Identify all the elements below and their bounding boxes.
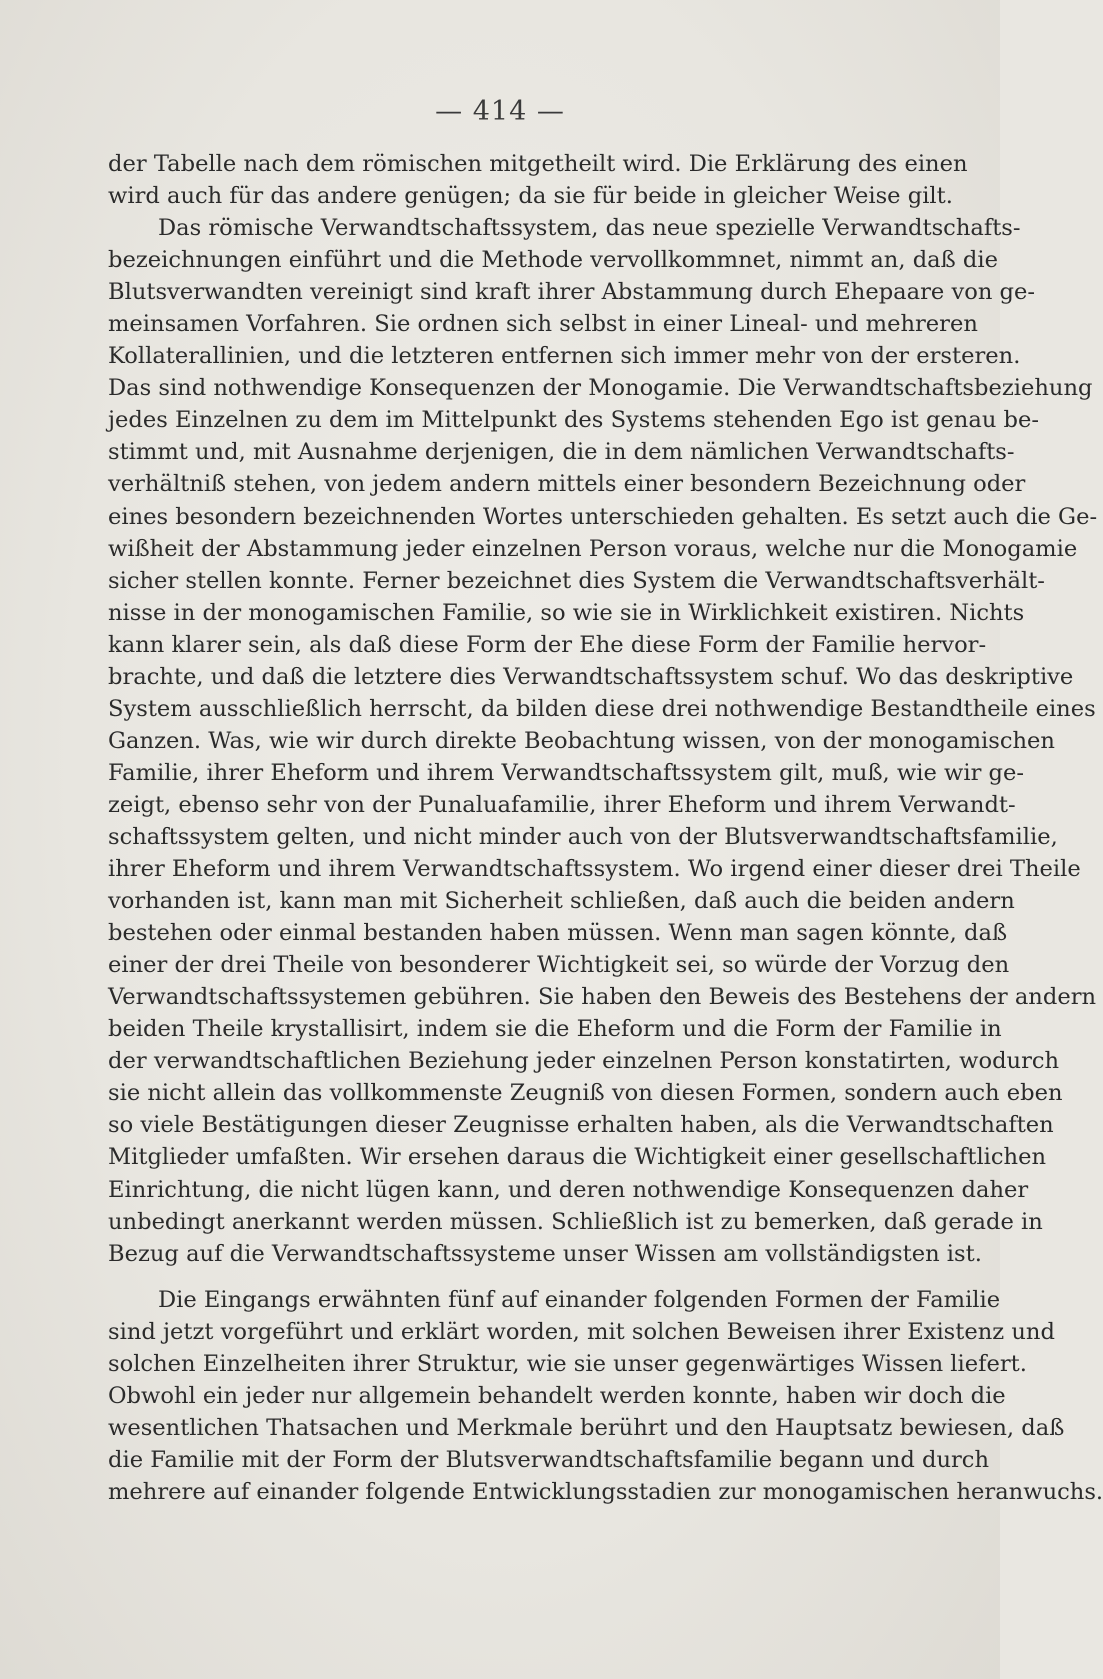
text-line: stimmt und, mit Ausnahme derjenigen, die in dem nämlichen Verwandtschafts- [108, 439, 1015, 466]
text-line: zeigt, ebenso sehr von der Punaluafamilie, ihrer Eheform und ihrem Verwandt- [108, 791, 1016, 818]
text-line: verhältniß stehen, von jedem andern mittels einer besondern Bezeichnung oder [108, 471, 1026, 498]
text-line: einer der drei Theile von besonderer Wichtigkeit sei, so würde der Vorzug den [108, 952, 1010, 979]
body-text [108, 148, 1103, 1508]
text-line: bestehen oder einmal bestanden haben müssen. Wenn man sagen könnte, daß [108, 920, 1008, 947]
text-line: wißheit der Abstammung jeder einzelnen Person voraus, welche nur die Monogamie [108, 535, 1078, 562]
text-line: Bezug auf die Verwandtschaftssysteme unser Wissen am vollständigsten ist. [108, 1240, 982, 1267]
text-line: bezeichnungen einführt und die Methode vervollkommnet, nimmt an, daß die [108, 247, 998, 274]
text-line: die Familie mit der Form der Blutsverwandtschaftsfamilie begann und durch [108, 1446, 990, 1473]
text-line: unbedingt anerkannt werden müssen. Schließlich ist zu bemerken, daß gerade in [108, 1208, 1043, 1235]
page-number: — 414 — [435, 96, 565, 127]
text-line: Familie, ihrer Eheform und ihrem Verwandtschaftssystem gilt, muß, wie wir ge- [108, 759, 1025, 786]
text-line: jedes Einzelnen zu dem im Mittelpunkt des Systems stehenden Ego ist genau be- [108, 407, 1040, 434]
text-line: mehrere auf einander folgende Entwicklungsstadien zur monogamischen heranwuchs. [108, 1478, 1103, 1505]
text-line: kann klarer sein, als daß diese Form der Ehe diese Form der Familie hervor- [108, 631, 987, 658]
text-line: schaftssystem gelten, und nicht minder auch von der Blutsverwandtschaftsfamilie, [108, 823, 1058, 850]
text-line: solchen Einzelheiten ihrer Struktur, wie sie unser gegenwärtiges Wissen liefert. [108, 1350, 1027, 1377]
text-line: der verwandtschaftlichen Beziehung jeder einzelnen Person konstatirten, wodurch [108, 1048, 1060, 1075]
text-line: der Tabelle nach dem römischen mitgetheilt wird. Die Erklärung des einen [108, 151, 968, 177]
text-line: Das sind nothwendige Konsequenzen der Monogamie. Die Verwandtschaftsbeziehung [108, 375, 1093, 402]
paragraph [108, 148, 968, 212]
text-line: so viele Bestätigungen dieser Zeugnisse erhalten haben, als die Verwandtschaften [108, 1112, 1054, 1139]
paragraph [108, 1284, 1103, 1508]
paragraph [108, 212, 1098, 1270]
text-line: vorhanden ist, kann man mit Sicherheit schließen, daß auch die beiden andern [108, 888, 1015, 915]
text-line: Mitglieder umfaßten. Wir ersehen daraus die Wichtigkeit einer gesellschaftlichen [108, 1144, 1047, 1171]
text-line: Kollaterallinien, und die letzteren entfernen sich immer mehr von der ersteren. [108, 343, 1021, 370]
text-line: Blutsverwandten vereinigt sind kraft ihrer Abstammung durch Ehepaare von ge- [108, 279, 1036, 306]
text-line: Das römische Verwandtschaftssystem, das neue spezielle Verwandtschafts- [158, 215, 1021, 242]
text-line: nisse in der monogamischen Familie, so wie sie in Wirklichkeit existiren. Nichts [108, 599, 1025, 626]
text-line: System ausschließlich herrscht, da bilden diese drei nothwendige Bestandtheile eines [108, 695, 1096, 722]
text-line: eines besondern bezeichnenden Wortes unterschieden gehalten. Es setzt auch die Ge- [108, 503, 1098, 530]
text-line: sicher stellen konnte. Ferner bezeichnet dies System die Verwandtschaftsverhält- [108, 567, 1045, 594]
text-line: Ganzen. Was, wie wir durch direkte Beobachtung wissen, von der monogamischen [108, 727, 1055, 754]
text-line: Einrichtung, die nicht lügen kann, und deren nothwendige Konsequenzen daher [108, 1176, 1029, 1203]
text-line: wesentlichen Thatsachen und Merkmale berührt und den Hauptsatz bewiesen, daß [108, 1414, 1065, 1441]
text-line: sind jetzt vorgeführt und erklärt worden, mit solchen Beweisen ihrer Existenz und [108, 1318, 1055, 1345]
text-line: Die Eingangs erwähnten fünf auf einander folgenden Formen der Familie [158, 1286, 1001, 1313]
text-line: brachte, und daß die letztere dies Verwandtschaftssystem schuf. Wo das deskriptive [108, 663, 1074, 690]
text-line: Obwohl ein jeder nur allgemein behandelt werden konnte, haben wir doch die [108, 1382, 1006, 1409]
text-line: sie nicht allein das vollkommenste Zeugniß von diesen Formen, sondern auch eben [108, 1080, 1063, 1107]
text-line: ihrer Eheform und ihrem Verwandtschaftssystem. Wo irgend einer dieser drei Theile [108, 856, 1081, 883]
paragraph-gap [108, 1270, 924, 1284]
text-line: wird auch für das andere genügen; da sie für beide in gleicher Weise gilt. [108, 183, 953, 210]
text-line: meinsamen Vorfahren. Sie ordnen sich selbst in einer Lineal- und mehreren [108, 311, 978, 338]
text-line: beiden Theile krystallisirt, indem sie die Eheform und die Form der Familie in [108, 1016, 1002, 1043]
text-line: Verwandtschaftssystemen gebühren. Sie haben den Beweis des Bestehens der andern [108, 984, 1097, 1011]
